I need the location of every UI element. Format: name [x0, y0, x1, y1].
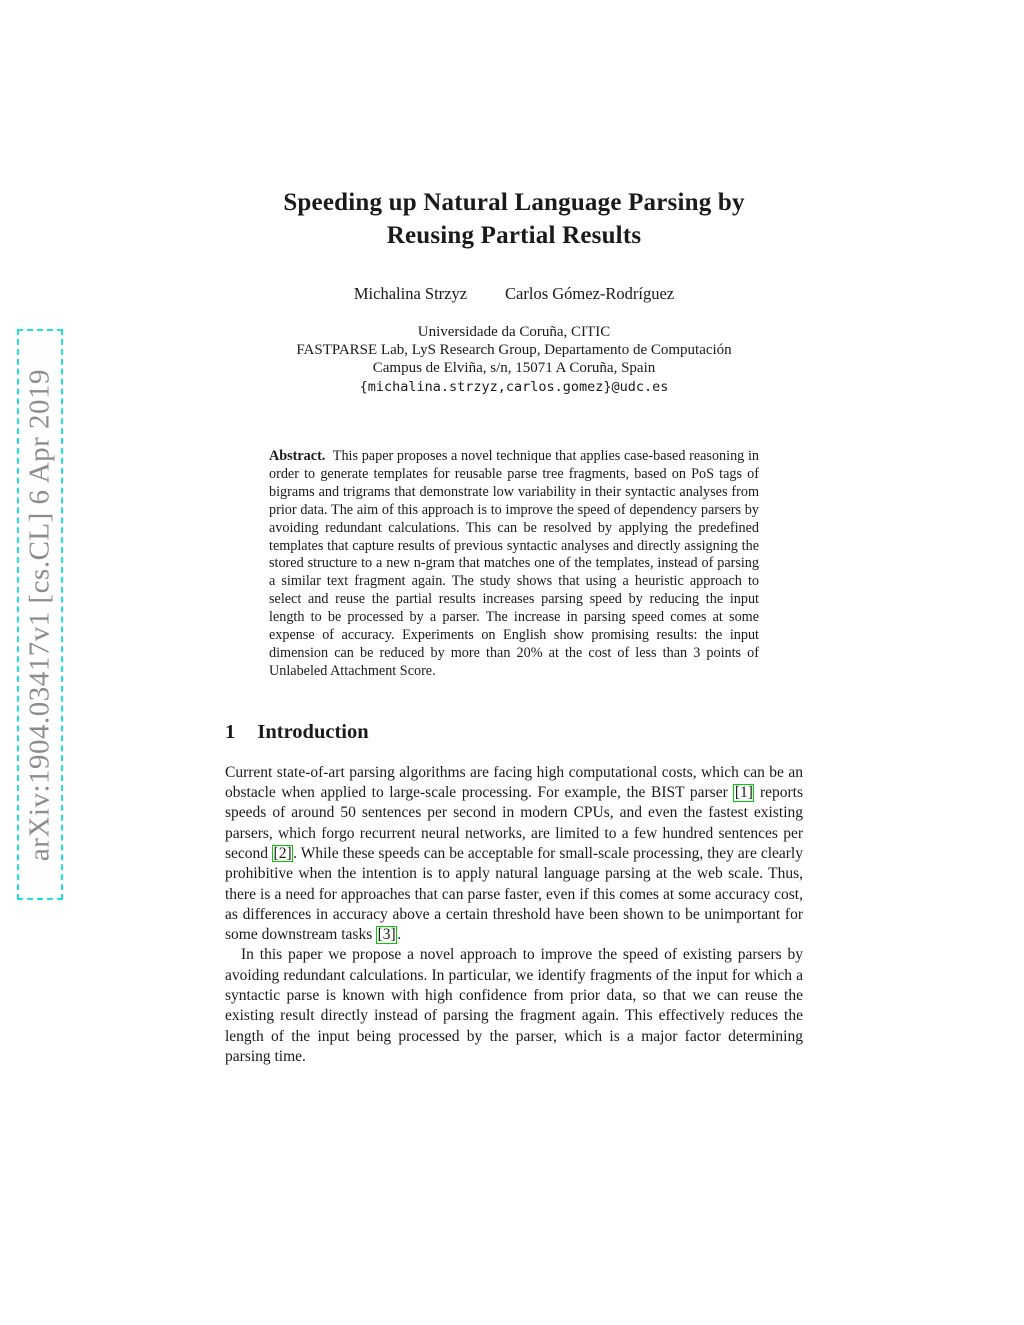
- section-number: 1: [225, 720, 236, 743]
- affiliation-line-1: Universidade da Coruña, CITIC: [417, 324, 611, 340]
- paper-content: [225, 0, 803, 1067]
- abstract-text: This paper proposes a novel technique that applies case-based reasoning in order to generate templates for reusable parse tree fragments, based on PoS tags of bigrams and trigrams that demonstrate low variability in their syntactic analyses from prior data. The aim of this approach is to improve the speed of dependency parsers by avoiding redundant calculations. This can be resolved by applying the predefined templates that capture results of previous syntactic analyses and directly assigning the stored structure to a new n-gram that matches one of the templates, instead of parsing a similar text fragment again. The study shows that using a heuristic approach to select and reuse the partial results increases parsing speed by reducing the input length to be processed by a parser. The increase in parsing speed comes at some expense of accuracy. Experiments on English show promising results: the input dimension can be reduced by more than 20% at the cost of less than 3 points of Unlabeled Attachment Score.: [269, 448, 759, 679]
- arxiv-id-label: arXiv:1904.03417v1 [cs.CL] 6 Apr 2019: [23, 368, 56, 861]
- paper-title: [225, 186, 803, 252]
- citation-link[interactable]: [2]: [273, 844, 292, 862]
- authors-row: [225, 284, 803, 304]
- author-name-2: Carlos Gómez-Rodríguez: [505, 284, 675, 303]
- affiliation-line-2: FASTPARSE Lab, LyS Research Group, Departamento de Computación: [296, 342, 732, 358]
- author-name-1: Michalina Strzyz: [353, 284, 468, 303]
- section-title: Introduction: [257, 720, 369, 743]
- intro-paragraph-1: Current state-of-art parsing algorithms are facing high computational costs, which can be an obstacle when applied to large-scale processing. For example, the BIST parser [1] reports speeds of around 50 sentences per second in modern CPUs, and even the fastest existing parsers, which forgo recurrent neural networks, are limited to a few hundred sentences per second [2]. While these speeds can be acceptable for small-scale processing, they are clearly prohibitive when the intention is to apply natural language parsing at the web scale. Thus, there is a need for approaches that can parse faster, even if this comes at some accuracy cost, as differences in accuracy above a certain threshold have been shown to be unimportant for some downstream tasks [3].: [225, 763, 803, 944]
- title-line-1: Speeding up Natural Language Parsing by: [283, 189, 745, 216]
- intro-paragraph-2: In this paper we propose a novel approach to improve the speed of existing parsers by avoiding redundant calculations. In particular, we identify fragments of the input for which a syntactic parse is known with high confidence from prior data, so that we can reuse the existing result directly instead of parsing the fragment again. This effectively reduces the length of the input being processed by the parser, which is a major factor determining parsing time.: [225, 946, 803, 1065]
- affiliation-block: [225, 323, 803, 396]
- title-line-2: Reusing Partial Results: [386, 222, 642, 249]
- abstract-block: [269, 448, 759, 681]
- citation-link[interactable]: [1]: [734, 784, 753, 802]
- section-heading-introduction: [225, 721, 803, 744]
- arxiv-watermark: [17, 329, 63, 900]
- email-line: {michalina.strzyz,carlos.gomez}@udc.es: [359, 379, 669, 395]
- abstract-label: Abstract.: [269, 448, 326, 464]
- citation-link[interactable]: [3]: [377, 926, 396, 944]
- affiliation-line-3: Campus de Elviña, s/n, 15071 A Coruña, Spain: [372, 360, 656, 376]
